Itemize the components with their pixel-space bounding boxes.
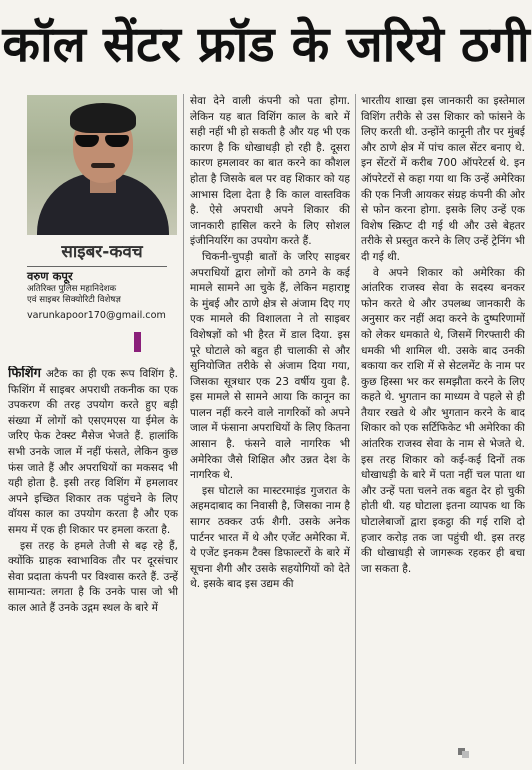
- author-byline: [27, 268, 187, 324]
- author-photo: [27, 95, 177, 235]
- paragraph: इस तरह के हमले तेजी से बढ़ रहे हैं, क्योंकि ग्राहक स्वाभाविक तौर पर दूरसंचार सेवा प्रदाता कंपनी पर विश्वास करते हैं. उन्हें सामान्यत: लगता है कि उनके पास जो भी काल आते हैं उनके उद्गम स्थल के बारे में: [8, 539, 178, 614]
- photo-mustache: [91, 163, 115, 168]
- double-square-end-icon: [458, 746, 470, 758]
- paragraph: सेवा देने वाली कंपनी को पता होगा. लेकिन यह बात विशिंग काल के बारे में सही नहीं भी हो सकती है और यह भी एक कारण है कि धोखाधड़ी हो रही है. दूसरा कारण हमलावर का बात करने का कौशल होता है जिसके बल पर वह शिकार को यह आभास दिला देता है कि काल वास्तविक है. ऐसे अपराधी अपने शिकार की जानकारी हासिल करने के लिए सोशल इंजीनियरिंग का उपयोग करते हैं.: [190, 95, 350, 248]
- paragraph: इस घोटाले का मास्टरमाइंड गुजरात के अहमदाबाद का निवासी है, जिसका नाम है सागर ठक्कर उर्फ शैगी. उसके अनेक पार्टनर भारत में थे और एजेंट अमेरिका में. ये एजेंट इनकम टैक्स डिफाल्टरों के बारे में सूचना शैगी और उसके सहयोगियों को देते थे. इसके बाद इस उद्यम की: [190, 484, 350, 591]
- article-column-1: [8, 366, 178, 766]
- headline: कॉल सेंटर फ्रॉड के जरिये ठगी: [2, 16, 530, 73]
- column-name: साइबर-कवच: [61, 242, 143, 262]
- lead-word: फिशिंग: [8, 366, 41, 381]
- author-name: वरुण कपूर: [27, 269, 73, 283]
- accent-mark: [134, 332, 141, 352]
- column-divider: [355, 94, 356, 764]
- paragraph: चिकनी-चुपड़ी बातों के जरिए साइबर अपराधियों द्वारा लोगों को ठगने के कई मामले सामने आ चुके हैं, लेकिन महाराष्ट्र के मुंबई और ठाणे क्षेत्र से अंजाम दिए गए एक मामले की विशालता ने तो साइबर विशेषज्ञों को भी हैरत में डाल दिया. इस पूरे घोटाले को बहुत ही चालाकी से और सुनियोजित तरीके से अंजाम दिया गया, जिसका सूत्रधार एक 23 वर्षीय युवा है. इस मामले से सामने आया कि कानून का पालन नहीं करने वाले नागरिकों को अपने जाल में फंसाना अपराधियों के लिए कितना आसान है. फंसने वाले नागरिक भी अमेरिका जैसे शिक्षित और उन्नत देश के नागरिक थे.: [190, 250, 350, 482]
- author-designation-1: अतिरिक्त पुलिस महानिदेशक: [27, 284, 117, 294]
- paragraph: भारतीय शाखा इस जानकारी का इस्तेमाल विशिंग तरीके से उस शिकार को फांसने के लिए करती थी. उन्होंने कानूनी तौर पर मुंबई और ठाणे क्षेत्र में पांच काल सेंटर बनाए थे. इन सेंटरों में करीब 700 ऑपरेटर्स थे. इन ऑपरेटरों से कहा गया था कि उन्हें अमेरिका की एक निजी आयकर संग्रह कंपनी की ओर से फोन करना होगा. इसके लिए उन्हें एक विशेष स्क्रिप्ट दी गई थी और उसे बेहतर तरीके से प्रस्तुत करने के लिए उन्हें ट्रेनिंग भी दी गई थी.: [361, 95, 525, 263]
- paragraph-text: अटैक का ही एक रूप विशिंग है. फिशिंग में साइबर अपराधी तकनीक का एक उपकरण की तरह उपयोग करते हुए बड़ी संख्या में लोगों को एसएमएस या ईमेल के जरिए फेक टेक्स्ट मैसेज भेजते हैं. हालांकि सभी उनके जाल में नहीं फंसते, लेकिन कुछ फंस जाते हैं और अपराधियों का मकसद भी यही होता है. इसी तरह विशिंग में हमलावर अपने इच्छित शिकार तक पहुंचने के लिए वॉयस काल का उपयोग करता है और एक समय में एक ही शिकार पर हमला करता है.: [8, 368, 178, 536]
- paragraph: वे अपने शिकार को अमेरिका की आंतरिक राजस्व सेवा के सदस्य बनकर फोन करते थे और उपलब्ध जानकारी के अनुसार कर नहीं अदा करने के दुष्परिणामों को लेकर धमकाते थे, जिसमें गिरफ्तारी की धमकी भी शामिल थी. उसके बाद उनकी बकाया कर राशि में से सेटलमेंट के नाम पर कुछ हिस्सा भर कर समझौता करने के लिए कहते थे. भुगतान का माध्यम वे पहले से ही तैयार रखते थे और भुगतान करने के बाद शिकार को एक सर्टिफिकेट भी अमेरिका की आंतरिक राजस्व सेवा के नाम से भेजते थे. इस तरह शिकार को कई-कई दिनों तक धोखाधड़ी के बारे में पता नहीं चल पाता था और उन्हें पता चलने तक बहुत देर हो चुकी होती थी. यह घोटाला इतना व्यापक था कि घोटालेबाजों द्वारा इकट्ठा की गई राशि दो हजार करोड़ तक जा पहुंची थी. इस तरह की धोखाधड़ी से जागरूक रहकर ही बचा जा सकता है.: [361, 266, 525, 575]
- author-designation-2: एवं साइबर सिक्योरिटी विशेषज्ञ: [27, 295, 121, 305]
- column-divider: [183, 94, 184, 764]
- photo-hair: [70, 103, 136, 133]
- article-column-2: [190, 94, 350, 766]
- byline-divider: [27, 266, 167, 267]
- paragraph: [8, 366, 178, 539]
- sunglasses-icon: [75, 135, 131, 148]
- article-column-3: [361, 94, 525, 766]
- author-email: varunkapoor170@gmail.com: [27, 310, 166, 321]
